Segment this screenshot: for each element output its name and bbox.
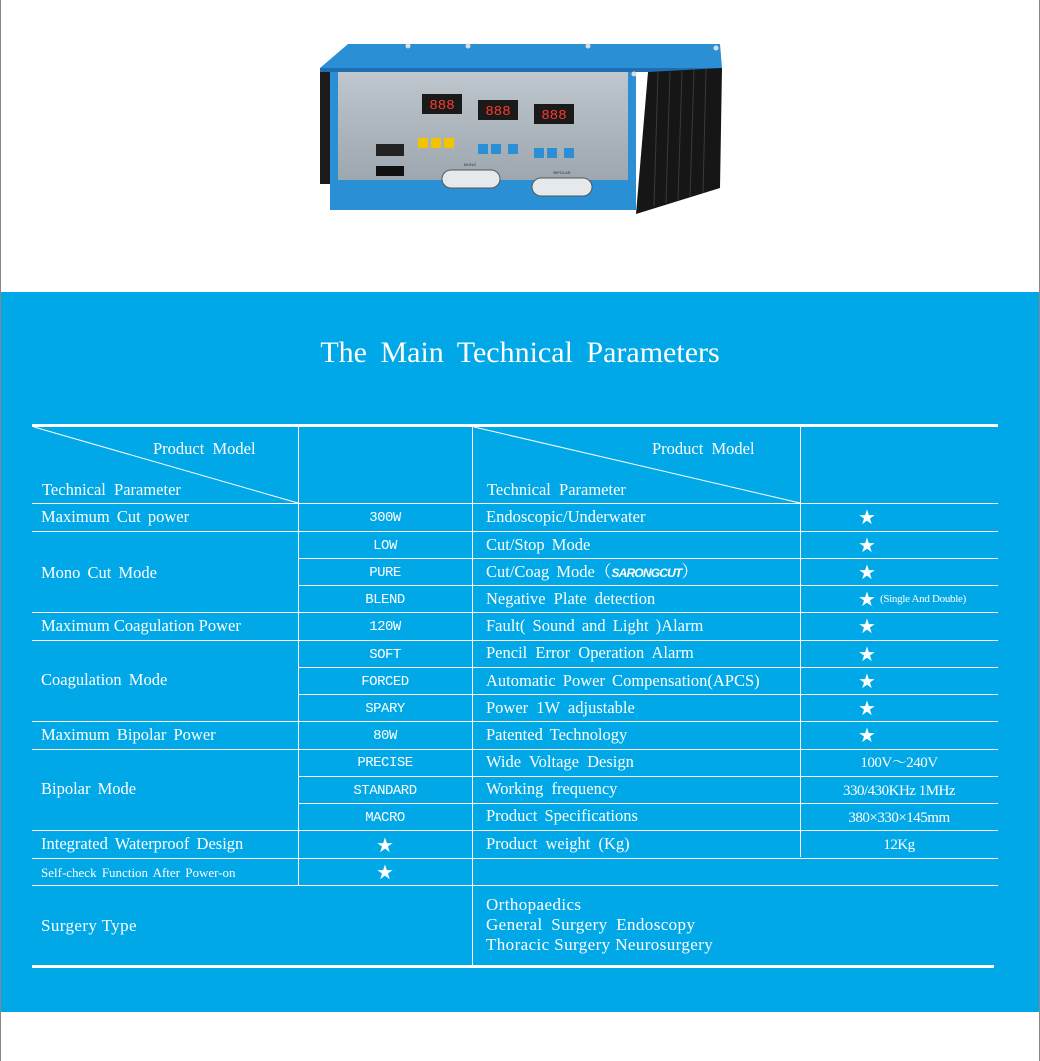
- row-line: [298, 776, 998, 777]
- right-value: 330/430KHz 1MHz: [842, 783, 956, 799]
- left-header-technical-parameter: Technical Parameter: [42, 480, 181, 499]
- left-label: Integrated Waterproof Design: [41, 834, 244, 853]
- left-label: Mono Cut Mode: [41, 563, 158, 582]
- left-label: Maximum Cut power: [41, 507, 190, 526]
- left-value: 300W: [369, 510, 401, 526]
- left-label: Maximum Bipolar Power: [41, 725, 216, 744]
- star-icon: ★: [858, 616, 876, 638]
- left-value: BLEND: [365, 592, 405, 608]
- right-label: Product Specifications: [486, 806, 638, 825]
- row-line: [32, 640, 998, 641]
- row-line: [298, 694, 998, 695]
- left-value: PRECISE: [357, 755, 413, 771]
- negative-plate-note: (Single And Double): [880, 593, 966, 605]
- left-label: Coagulation Mode: [41, 670, 168, 689]
- left-value: 120W: [369, 619, 401, 635]
- right-label: Fault( Sound and Light )Alarm: [486, 616, 704, 635]
- row-line: [298, 803, 998, 804]
- row-line: [32, 858, 998, 859]
- left-value: PURE: [369, 565, 401, 581]
- left-label: Self-check Function After Power-on: [41, 865, 236, 880]
- star-icon: ★: [858, 644, 876, 666]
- star-icon: ★: [858, 535, 876, 557]
- page-title: The Main Technical Parameters: [320, 336, 720, 369]
- row-line: [32, 612, 998, 613]
- right-header-technical-parameter: Technical Parameter: [487, 480, 626, 499]
- left-value: LOW: [373, 538, 397, 554]
- surgery-line: General Surgery Endoscopy: [486, 915, 696, 934]
- star-icon: ★: [858, 562, 876, 584]
- right-label: Power 1W adjustable: [486, 698, 635, 717]
- left-value: SPARY: [365, 701, 405, 717]
- star-icon: ★: [858, 698, 876, 720]
- star-icon: ★: [376, 835, 394, 857]
- left-value: 80W: [373, 728, 397, 744]
- row-line: [298, 667, 998, 668]
- display-1: 888: [429, 98, 455, 114]
- right-label: Cut/Stop Mode: [486, 535, 591, 554]
- display-2: 888: [485, 104, 511, 120]
- star-icon: ★: [858, 507, 876, 529]
- left-label: Bipolar Mode: [41, 779, 137, 798]
- left-label: Maximum Coagulation Power: [41, 616, 241, 635]
- right-value: 12Kg: [883, 837, 915, 853]
- right-value: 100V～240V: [860, 755, 938, 771]
- star-icon: ★: [858, 725, 876, 747]
- row-line: [32, 721, 998, 722]
- right-label-text-end: ）: [681, 562, 699, 581]
- right-label: Negative Plate detection: [486, 589, 656, 608]
- star-icon: ★: [858, 589, 876, 611]
- surgery-type-label: Surgery Type: [41, 916, 138, 935]
- left-value: FORCED: [361, 674, 409, 690]
- row-line: [32, 830, 998, 831]
- star-icon: ★: [858, 671, 876, 693]
- left-value: MACRO: [365, 810, 405, 826]
- row-line: [32, 885, 998, 886]
- bipolar-label: BIPOLAR: [553, 170, 571, 175]
- row-line: [32, 531, 998, 532]
- right-label: Patented Technology: [486, 725, 628, 744]
- surgery-line: Orthopaedics: [486, 895, 582, 914]
- right-label: Automatic Power Compensation(APCS): [486, 671, 760, 690]
- right-label-text: Cut/Coag Mode（: [486, 562, 612, 581]
- right-header-product-model: Product Model: [652, 439, 755, 458]
- left-value: STANDARD: [353, 783, 417, 799]
- row-line: [32, 503, 998, 504]
- row-line: [32, 749, 998, 750]
- right-label: [486, 564, 698, 581]
- row-line: [298, 558, 998, 559]
- right-value: 380×330×145mm: [848, 810, 950, 826]
- right-label: Endoscopic/Underwater: [486, 507, 646, 526]
- mono-label: MONO: [463, 162, 477, 167]
- right-label: Wide Voltage Design: [486, 752, 634, 771]
- row-line: [298, 585, 998, 586]
- surgery-line: Thoracic Surgery Neurosurgery: [486, 935, 714, 954]
- left-header-product-model: Product Model: [153, 439, 256, 458]
- star-icon: ★: [376, 862, 394, 884]
- left-value: SOFT: [369, 647, 401, 663]
- right-label: Product weight (Kg): [486, 834, 630, 853]
- display-3: 888: [541, 108, 567, 124]
- sarongcut-logo: SARONGCUT: [611, 566, 682, 580]
- right-label: Pencil Error Operation Alarm: [486, 643, 694, 662]
- right-label: Working frequency: [486, 779, 618, 798]
